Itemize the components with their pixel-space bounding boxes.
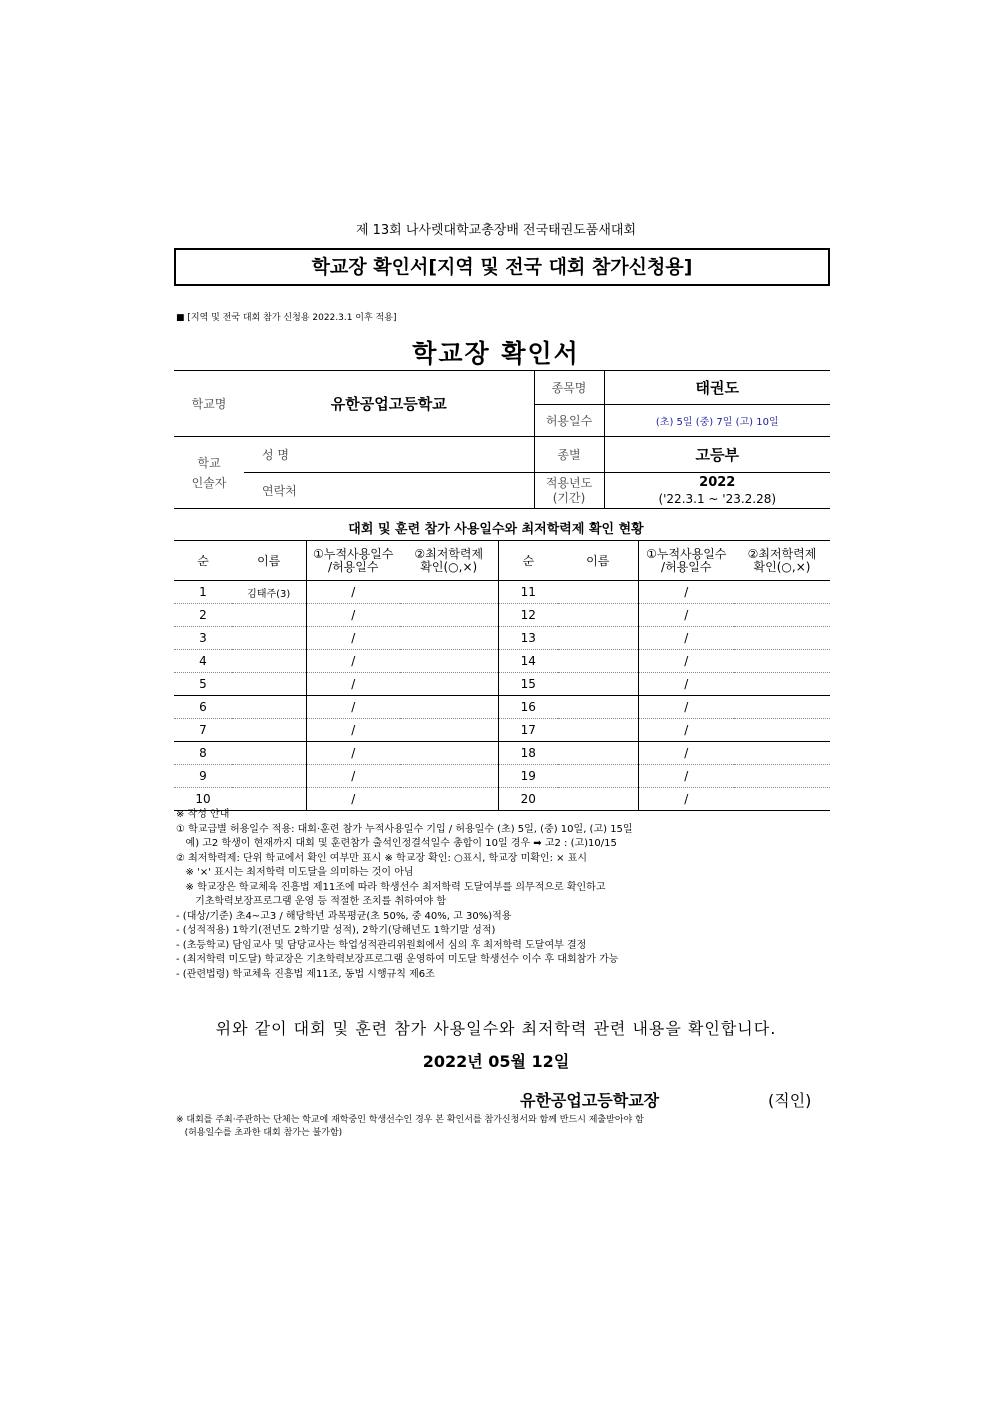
row-check-right	[734, 650, 830, 673]
row-days-right: /	[638, 673, 734, 696]
header-check-left: ②최저학력제 확인(○,×)	[400, 541, 498, 581]
row-name-right	[558, 581, 638, 604]
leader-name-label: 성 명	[262, 448, 289, 462]
row-check-left	[400, 719, 498, 742]
row-days-right: /	[638, 788, 734, 811]
row-no-left: 6	[174, 696, 232, 719]
row-check-left	[400, 581, 498, 604]
signer-name: 유한공업고등학교장	[520, 1091, 660, 1110]
row-check-left	[400, 604, 498, 627]
table-row	[174, 673, 830, 696]
period-year: 2022	[699, 474, 736, 490]
row-days-right: /	[638, 604, 734, 627]
confirmation-text: 위와 같이 대회 및 훈련 참가 사용일수와 최저학력 관련 내용을 확인합니다.	[215, 1019, 777, 1038]
row-name-left	[232, 650, 306, 673]
sport-value: 태권도	[604, 371, 830, 405]
row-days-left: /	[306, 673, 400, 696]
row-name-left	[232, 604, 306, 627]
row-days-left: /	[306, 765, 400, 788]
row-name-left	[232, 719, 306, 742]
row-days-right: /	[638, 627, 734, 650]
event-title: 제 13회 나사렛대학교총장배 전국태권도품새대회	[355, 223, 637, 238]
row-no-right: 14	[498, 650, 558, 673]
row-name-right	[558, 604, 638, 627]
row-name-right	[558, 765, 638, 788]
row-name-left	[232, 696, 306, 719]
table-row	[174, 581, 830, 604]
row-check-left	[400, 742, 498, 765]
row-days-left: /	[306, 788, 400, 811]
row-days-left: /	[306, 742, 400, 765]
note-line: - (관련법령) 학교체육 진흥법 제11조, 동법 시행규칙 제6조	[176, 968, 435, 980]
row-days-right: /	[638, 765, 734, 788]
table-row	[174, 650, 830, 673]
school-label: 학교명	[174, 371, 244, 437]
info-table	[174, 370, 830, 509]
row-check-left	[400, 673, 498, 696]
row-days-right: /	[638, 650, 734, 673]
row-check-right	[734, 742, 830, 765]
row-no-left: 1	[174, 581, 232, 604]
row-no-right: 13	[498, 627, 558, 650]
note-line: ※ '×' 표시는 최저학력 미도달을 의미하는 것이 아님	[176, 867, 414, 878]
note-line: 기초학력보장프로그램 운영 등 적절한 조치를 취하여야 함	[176, 896, 446, 907]
row-no-left: 5	[174, 673, 232, 696]
table-row	[174, 604, 830, 627]
header-name-right: 이름	[558, 541, 638, 581]
row-no-left: 7	[174, 719, 232, 742]
row-check-left	[400, 627, 498, 650]
row-check-right	[734, 673, 830, 696]
row-no-right: 19	[498, 765, 558, 788]
row-no-right: 20	[498, 788, 558, 811]
row-check-left	[400, 696, 498, 719]
row-no-left: 10	[174, 788, 232, 811]
notes-section	[176, 808, 836, 982]
row-check-left	[400, 765, 498, 788]
row-no-right: 17	[498, 719, 558, 742]
row-no-left: 4	[174, 650, 232, 673]
header-no-left: 순	[174, 541, 232, 581]
division-value: 고등부	[604, 437, 830, 473]
header-days-right: ①누적사용일수 /허용일수	[638, 541, 734, 581]
row-days-right: /	[638, 696, 734, 719]
row-name-right	[558, 719, 638, 742]
row-check-right	[734, 604, 830, 627]
footnote-line: (허용일수를 초과한 대회 참가는 불가함)	[176, 1128, 343, 1138]
note-line: - (초등학교) 담임교사 및 담당교사는 학업성적관리위원회에서 심의 후 최저학력 도달여부 결정	[176, 939, 587, 951]
allowed-days-label: 허용일수	[534, 405, 604, 437]
note-line: - (대상/기준) 초4~고3 / 해당학년 과목평균(초 50%, 중 40%, 고 30%)적용	[176, 910, 512, 922]
row-days-left: /	[306, 696, 400, 719]
row-no-right: 11	[498, 581, 558, 604]
row-name-right	[558, 696, 638, 719]
division-label: 종별	[534, 437, 604, 473]
row-days-right: /	[638, 581, 734, 604]
school-name: 유한공업고등학교	[244, 371, 534, 437]
official-seal-label: (직인)	[768, 1091, 812, 1110]
header-name-left: 이름	[232, 541, 306, 581]
row-name-right	[558, 627, 638, 650]
row-name-right	[558, 650, 638, 673]
note-line: ② 최저학력제: 단위 학교에서 확인 여부만 표시 ※ 학교장 확인: ○표시, 학교장 미확인: × 표시	[176, 852, 588, 864]
row-days-left: /	[306, 627, 400, 650]
leader-label: 학교 인솔자	[174, 437, 244, 509]
sport-label: 종목명	[534, 371, 604, 405]
leader-contact-label: 연락처	[262, 484, 297, 498]
row-days-left: /	[306, 719, 400, 742]
row-check-right	[734, 765, 830, 788]
row-days-right: /	[638, 719, 734, 742]
row-name-left	[232, 673, 306, 696]
main-heading: 학교장 확인서	[412, 339, 580, 368]
row-no-right: 16	[498, 696, 558, 719]
table-row	[174, 696, 830, 719]
row-check-right	[734, 627, 830, 650]
row-check-right	[734, 696, 830, 719]
header-days-left: ①누적사용일수 /허용일수	[306, 541, 400, 581]
notice-line: ■ [지역 및 전국 대회 참가 신청용 2022.3.1 이후 적용]	[176, 313, 397, 323]
note-line: ① 학교급별 허용일수 적용: 대회·훈련 참가 누적사용일수 기입 / 허용일수 (초) 5일, (중) 10일, (고) 15일	[176, 823, 633, 835]
row-name-left	[232, 742, 306, 765]
allowed-days-value: (초) 5일 (중) 7일 (고) 10일	[604, 405, 830, 437]
header-no-right: 순	[498, 541, 558, 581]
row-days-left: /	[306, 604, 400, 627]
usage-table-title: 대회 및 훈련 참가 사용일수와 최저학력제 확인 현황	[348, 522, 644, 537]
row-no-right: 12	[498, 604, 558, 627]
row-days-right: /	[638, 742, 734, 765]
row-name-left: 김태주(3)	[232, 581, 306, 604]
row-name-left	[232, 765, 306, 788]
row-check-right	[734, 719, 830, 742]
row-name-left	[232, 627, 306, 650]
row-no-left: 9	[174, 765, 232, 788]
row-days-left: /	[306, 581, 400, 604]
table-row	[174, 719, 830, 742]
row-no-right: 15	[498, 673, 558, 696]
note-line: - (최저학력 미도달) 학교장은 기초학력보장프로그램 운영하여 미도달 학생선수 이수 후 대회참가 가능	[176, 954, 619, 965]
row-name-right	[558, 673, 638, 696]
period-range: ('22.3.1 ~ '23.2.28)	[658, 491, 777, 506]
row-no-left: 2	[174, 604, 232, 627]
row-no-right: 18	[498, 742, 558, 765]
table-row	[174, 627, 830, 650]
table-row	[174, 742, 830, 765]
date-text: 2022년 05월 12일	[422, 1052, 570, 1071]
period-label: 적용년도 (기간)	[534, 473, 604, 509]
header-check-right: ②최저학력제 확인(○,×)	[734, 541, 830, 581]
row-no-left: 3	[174, 627, 232, 650]
footnote	[176, 1114, 836, 1140]
note-line: ※ 학교장은 학교체육 진흥법 제11조에 따라 학생선수 최저학력 도달여부를 의무적으로 확인하고	[176, 881, 606, 893]
row-check-right	[734, 581, 830, 604]
table-row	[174, 765, 830, 788]
row-days-left: /	[306, 650, 400, 673]
note-line: ※ 작성 안내	[176, 809, 230, 820]
row-check-left	[400, 650, 498, 673]
note-line: - (성적적용) 1학기(전년도 2학기말 성적), 2학기(당해년도 1학기말 성적)	[176, 925, 496, 936]
row-no-left: 8	[174, 742, 232, 765]
row-name-right	[558, 742, 638, 765]
document-title: 학교장 확인서[지역 및 전국 대회 참가신청용]	[174, 248, 830, 286]
footnote-line: ※ 대회를 주최·주관하는 단체는 학교에 재학중인 학생선수인 경우 본 확인서를 참가신청서와 함께 반드시 제출받아야 함	[176, 1115, 644, 1125]
note-line: 예) 고2 학생이 현재까지 대회 및 훈련참가 출석인정결석일수 총합이 10일 경우 ➡ 고2 : (고)10/15	[176, 838, 617, 849]
usage-table	[174, 540, 830, 811]
